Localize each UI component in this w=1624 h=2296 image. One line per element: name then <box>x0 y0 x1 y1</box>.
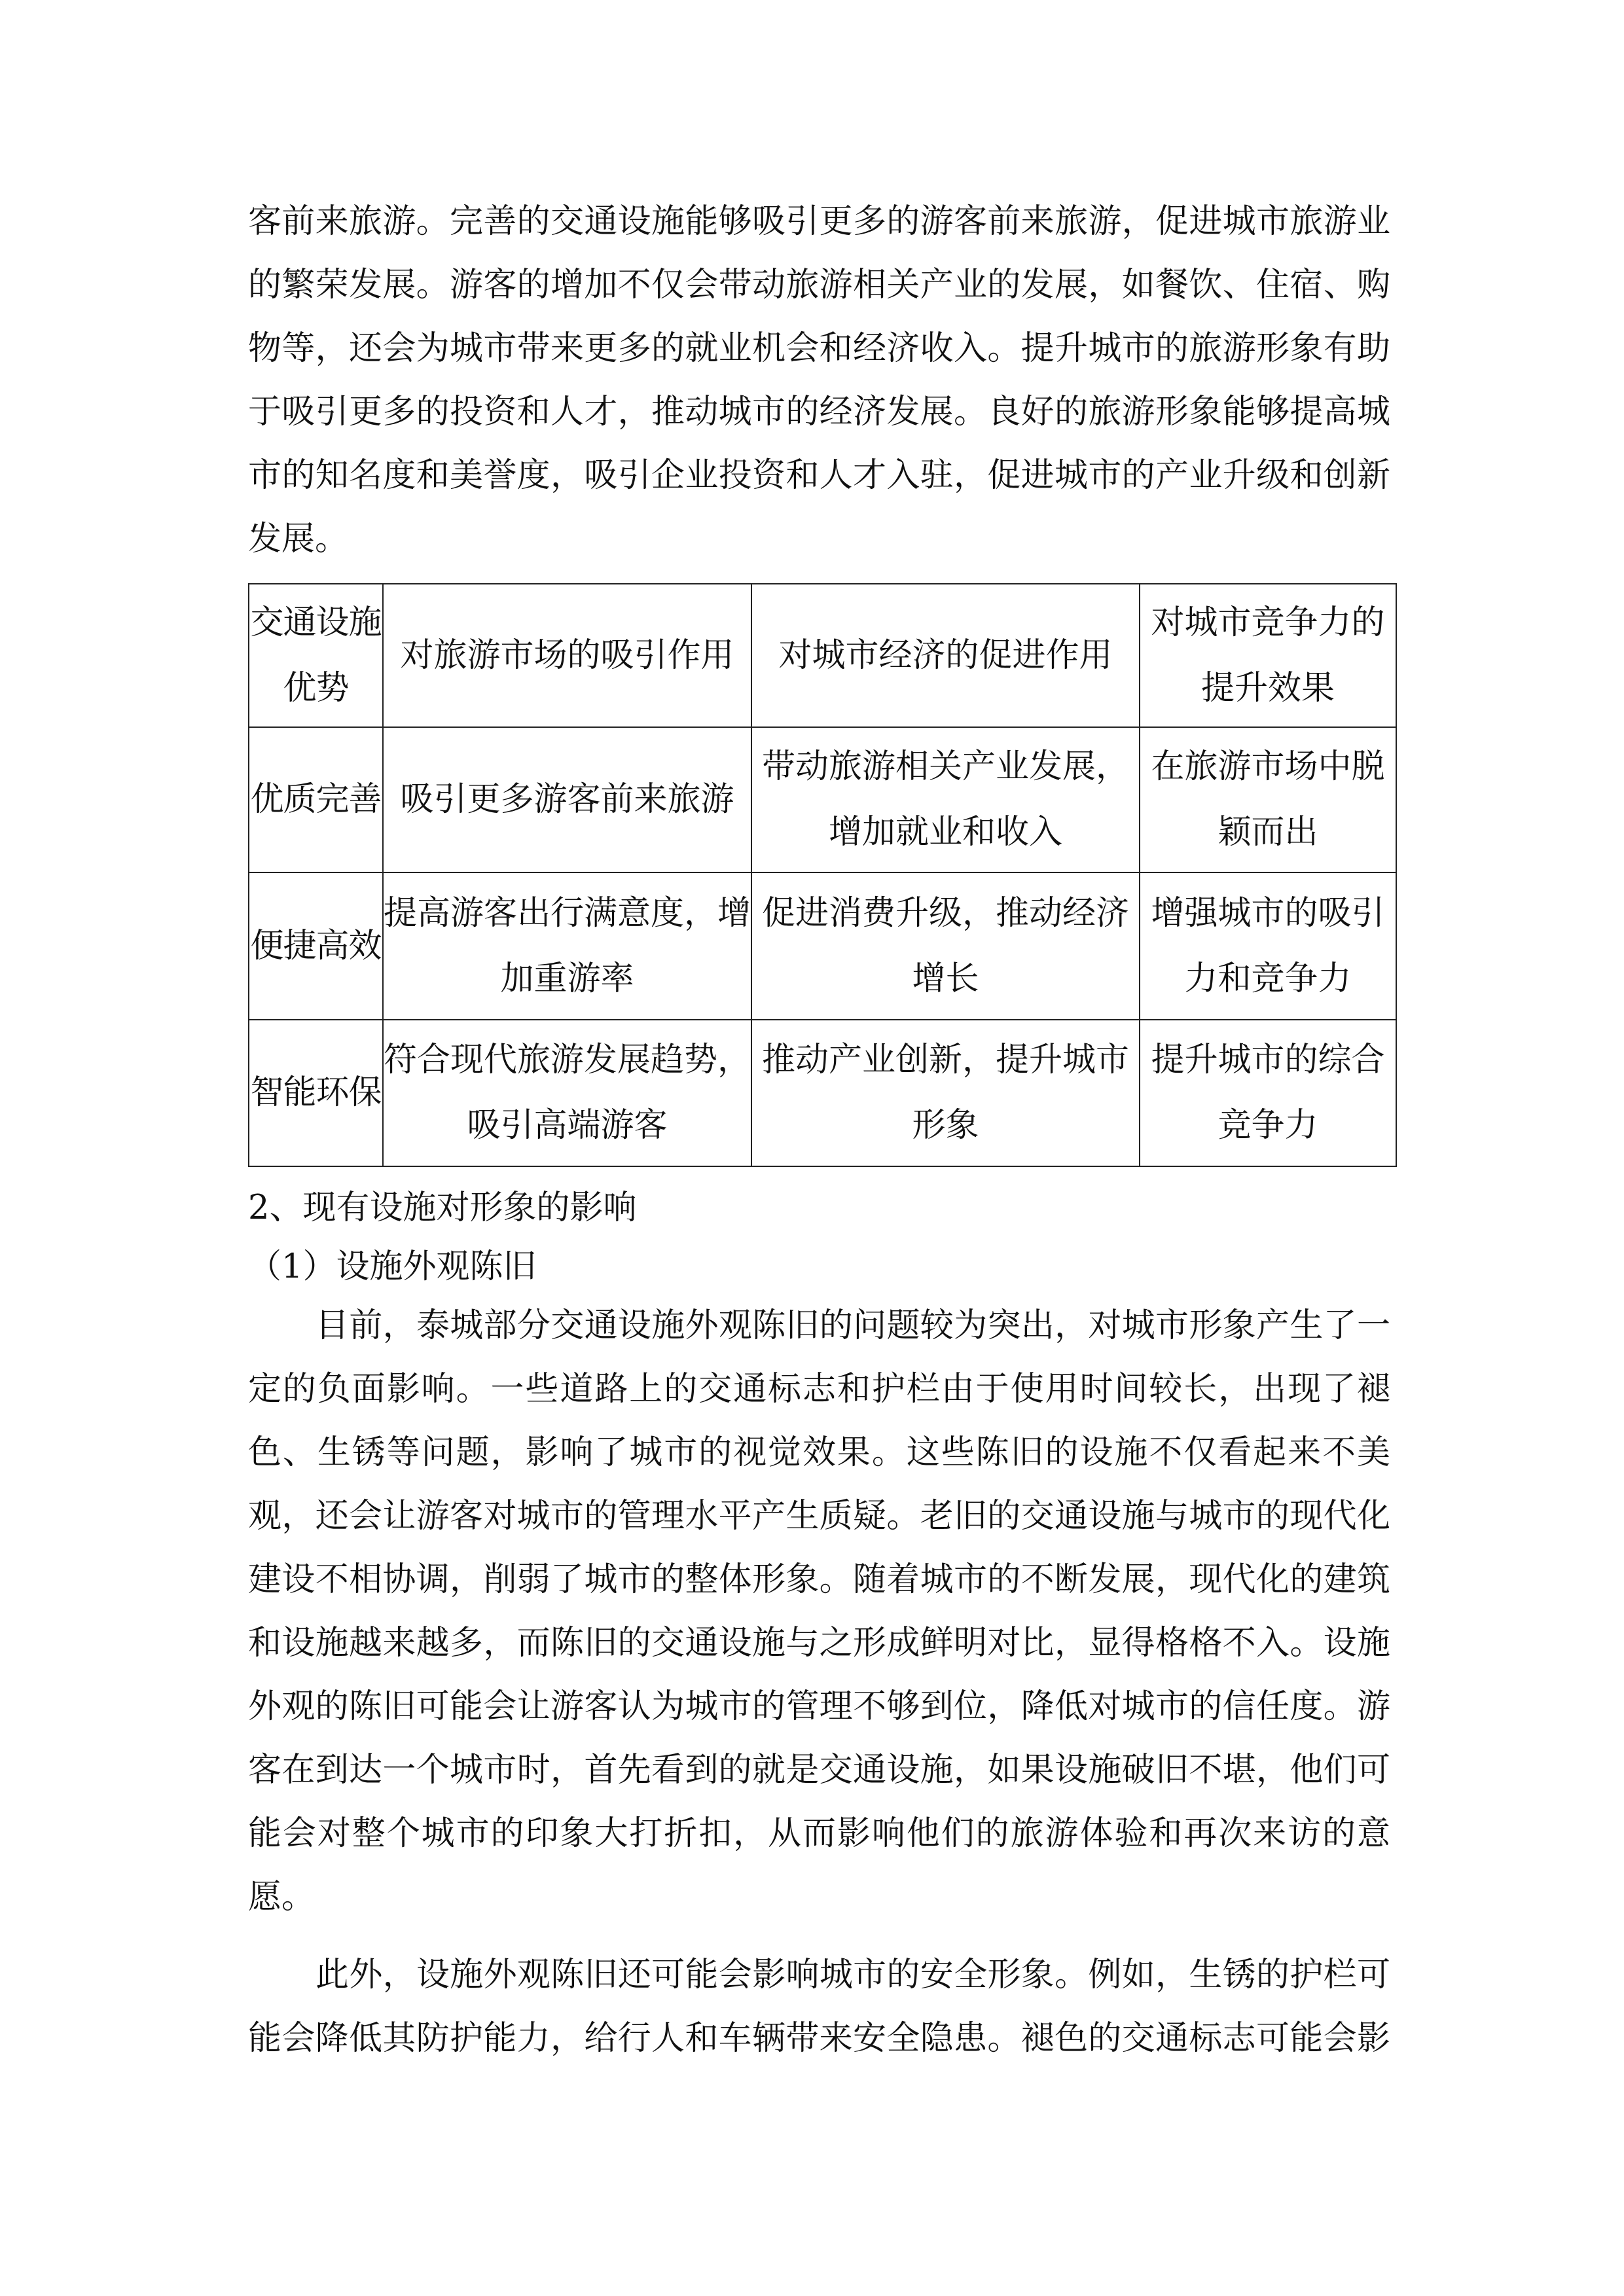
paragraph-line: 客在到达一个城市时，首先看到的就是交通设施，如果设施破旧不堪，他们可 <box>248 1751 1390 1789</box>
paragraph-line: 客前来旅游。完善的交通设施能够吸引更多的游客前来旅游，促进城市旅游业 <box>248 202 1390 241</box>
cell-text-line: 对旅游市场的吸引作用 <box>400 636 734 675</box>
cell-text-line: 吸引更多游客前来旅游 <box>400 780 734 819</box>
table-header-cell <box>249 584 383 727</box>
table-header-cell <box>1140 584 1396 727</box>
cell-text-line: 加重游率 <box>500 959 634 998</box>
table-cell <box>249 727 383 872</box>
table-header-row <box>249 584 1396 727</box>
cell-text-line: 提升效果 <box>1200 668 1335 708</box>
paragraph-line: 物等，还会为城市带来更多的就业机会和经济收入。提升城市的旅游形象有助 <box>248 329 1390 368</box>
paragraph-line: 目前，泰城部分交通设施外观陈旧的问题较为突出，对城市形象产生了一 <box>316 1306 1390 1345</box>
table-row <box>249 1020 1396 1166</box>
paragraph-line: 愿。 <box>248 1878 316 1916</box>
table-cell <box>249 1020 383 1166</box>
table-cell <box>751 1020 1140 1166</box>
paragraph-line: 市的知名度和美誉度，吸引企业投资和人才入驻，促进城市的产业升级和创新 <box>248 456 1390 495</box>
paragraph-line: 能会降低其防护能力，给行人和车辆带来安全隐患。褪色的交通标志可能会影 <box>248 2019 1390 2058</box>
table-cell <box>383 872 751 1020</box>
paragraph-line: 定的负面影响。一些道路上的交通标志和护栏由于使用时间较长，出现了褪 <box>248 1370 1390 1408</box>
cell-text-line: 增加就业和收入 <box>828 813 1062 852</box>
cell-text-line: 竞争力 <box>1218 1106 1318 1145</box>
cell-text-line: 对城市竞争力的 <box>1151 603 1385 642</box>
cell-text-line: 提高游客出行满意度，增 <box>384 893 751 933</box>
cell-text-line: 颖而出 <box>1218 813 1318 852</box>
paragraph-line: 的繁荣发展。游客的增加不仅会带动旅游相关产业的发展，如餐饮、住宿、购 <box>248 266 1390 304</box>
paragraph-line: 外观的陈旧可能会让游客认为城市的管理不够到位，降低对城市的信任度。游 <box>248 1687 1390 1726</box>
paragraph-line: 色、生锈等问题，影响了城市的视觉效果。这些陈旧的设施不仅看起来不美 <box>248 1433 1390 1472</box>
cell-text-line: 在旅游市场中脱 <box>1151 747 1385 786</box>
table-row <box>249 727 1396 872</box>
paragraph-line: 发展。 <box>248 520 349 558</box>
cell-text-line: 吸引高端游客 <box>467 1106 668 1145</box>
cell-text-line: 力和竞争力 <box>1184 959 1352 998</box>
paragraph-line: 于吸引更多的投资和人才，推动城市的经济发展。良好的旅游形象能够提高城 <box>248 393 1390 431</box>
cell-text-line: 增长 <box>912 959 979 998</box>
table-cell <box>1140 1020 1396 1166</box>
cell-text-line: 智能环保 <box>250 1073 382 1112</box>
table-cell <box>383 1020 751 1166</box>
cell-text-line: 便捷高效 <box>250 926 382 965</box>
table-cell <box>751 872 1140 1020</box>
paragraph-line: 观，还会让游客对城市的管理水平产生质疑。老旧的交通设施与城市的现代化 <box>248 1497 1390 1535</box>
table-header-cell <box>383 584 751 727</box>
paragraph-line: 此外，设施外观陈旧还可能会影响城市的安全形象。例如，生锈的护栏可 <box>316 1956 1390 1994</box>
cell-text-line: 带动旅游相关产业发展， <box>761 747 1129 786</box>
table-cell <box>249 872 383 1020</box>
facility-advantages-table <box>248 583 1397 1167</box>
paragraph-line: 和设施越来越多，而陈旧的交通设施与之形成鲜明对比，显得格格不入。设施 <box>248 1624 1390 1662</box>
table-row <box>249 872 1396 1020</box>
table-cell <box>1140 727 1396 872</box>
cell-text-line: 推动产业创新，提升城市 <box>761 1041 1129 1079</box>
cell-text-line: 形象 <box>912 1106 979 1145</box>
cell-text-line: 对城市经济的促进作用 <box>778 636 1113 675</box>
subsection-heading: （1）设施外观陈旧 <box>248 1247 537 1286</box>
table-cell <box>383 727 751 872</box>
cell-text-line: 促进消费升级，推动经济 <box>761 893 1129 933</box>
cell-text-line: 提升城市的综合 <box>1151 1041 1385 1079</box>
section-heading: 2、现有设施对形象的影响 <box>248 1189 637 1227</box>
table-cell <box>1140 872 1396 1020</box>
table-header-cell <box>751 584 1140 727</box>
cell-text-line: 优势 <box>283 668 349 708</box>
cell-text-line: 符合现代旅游发展趋势， <box>384 1041 751 1079</box>
cell-text-line: 交通设施 <box>250 603 382 642</box>
paragraph-line: 建设不相协调，削弱了城市的整体形象。随着城市的不断发展，现代化的建筑 <box>248 1560 1390 1599</box>
cell-text-line: 增强城市的吸引 <box>1151 893 1385 933</box>
paragraph-line: 能会对整个城市的印象大打折扣，从而影响他们的旅游体验和再次来访的意 <box>248 1814 1390 1853</box>
table-cell <box>751 727 1140 872</box>
cell-text-line: 优质完善 <box>250 780 382 819</box>
